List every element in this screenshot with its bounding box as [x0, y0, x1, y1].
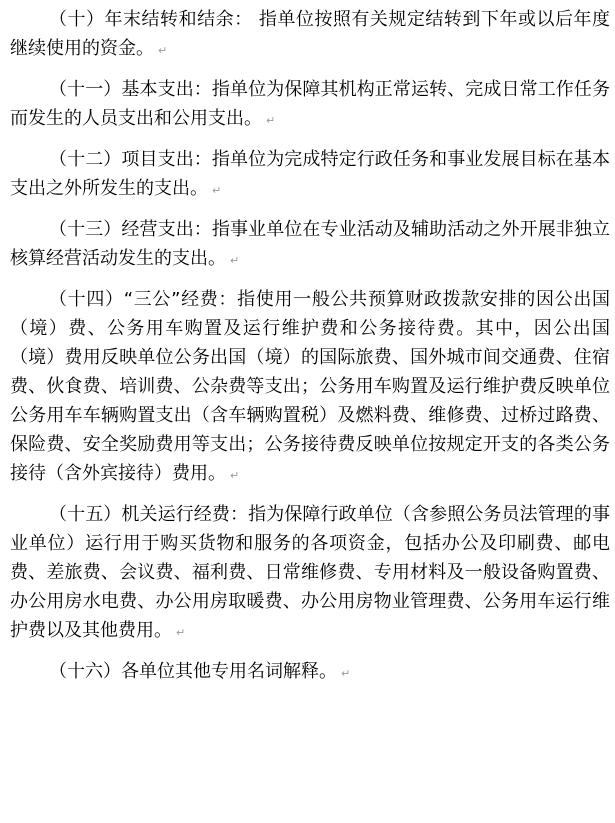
- paragraph-text: （十六）各单位其他专用名词解释。: [49, 661, 337, 682]
- paragraph-mark-icon: ↵: [230, 469, 240, 482]
- paragraph-mark-icon: ↵: [230, 254, 240, 267]
- paragraph-year-end-carryover: [10, 5, 610, 65]
- paragraph-text: （十四）“三公”经费：指使用一般公共预算财政拨款安排的因公出国（境）费、公务用车购置及运行维护费和公务接待费。其中，因公出国（境）费用反映单位公务出国（境）的国际旅费、国外城市间交通费、住宿费、伙食费、培训费、公杂费等支出；公务用车购置及运行维护费反映单位公务用车车辆购置支出（含车辆购置税）及燃料费、维修费、过桥过路费、保险费、安全奖励费用等支出；公务接待费反映单位按规定开支的各类公务接待（含外宾接待）费用。: [10, 289, 610, 484]
- paragraph-operating-expenditure: [10, 215, 610, 275]
- document-body: [10, 5, 610, 698]
- paragraph-basic-expenditure: [10, 75, 610, 135]
- paragraph-mark-icon: ↵: [212, 184, 222, 197]
- paragraph-text: （十五）机关运行经费：指为保障行政单位（含参照公务员法管理的事业单位）运行用于购买货物和服务的各项资金，包括办公及印刷费、邮电费、差旅费、会议费、福利费、日常维修费、专用材料及一般设备购置费、办公用房水电费、办公用房取暖费、办公用房物业管理费、公务用车运行维护费以及其他费用。: [10, 504, 610, 641]
- paragraph-mark-icon: ↵: [176, 626, 186, 639]
- paragraph-text: （十三）经营支出：指事业单位在专业活动及辅助活动之外开展非独立核算经营活动发生的支出。: [10, 219, 610, 269]
- paragraph-mark-icon: ↵: [266, 114, 276, 127]
- paragraph-three-public-expenses: [10, 285, 610, 490]
- paragraph-mark-icon: ↵: [158, 44, 168, 57]
- paragraph-agency-operating-funds: [10, 500, 610, 647]
- paragraph-mark-icon: ↵: [341, 667, 351, 680]
- paragraph-text: （十一）基本支出：指单位为保障其机构正常运转、完成日常工作任务而发生的人员支出和公用支出。: [10, 79, 610, 129]
- paragraph-text: （十二）项目支出：指单位为完成特定行政任务和事业发展目标在基本支出之外所发生的支出。: [10, 149, 610, 199]
- paragraph-project-expenditure: [10, 145, 610, 205]
- paragraph-text: （十）年末结转和结余： 指单位按照有关规定结转到下年或以后年度继续使用的资金。: [10, 9, 610, 59]
- paragraph-other-terms: [10, 657, 610, 688]
